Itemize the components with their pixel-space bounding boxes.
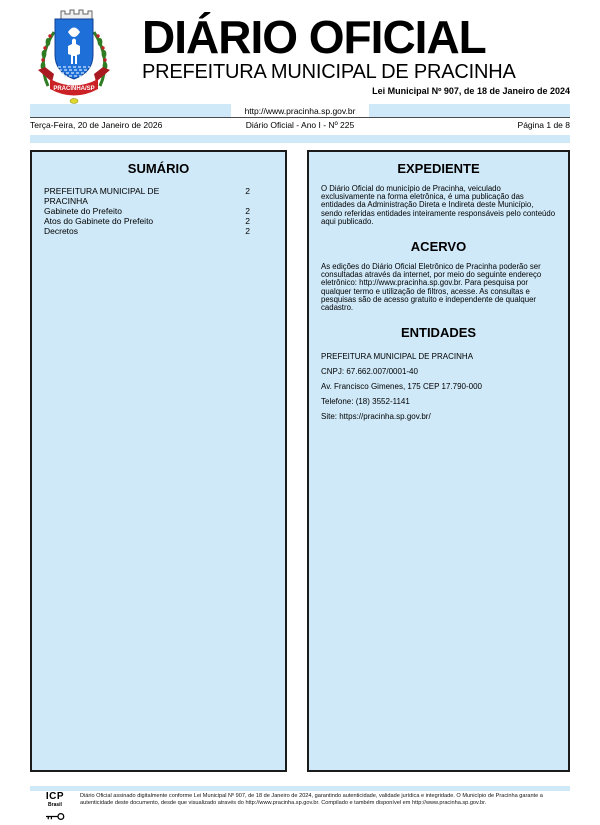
signature-disclaimer: Diário Oficial assinado digitalmente conforme Lei Municipal Nº 907, de 18 de Janeiro de 2024, garantindo autenticidade, validade jurídica e integridade. O Município de Pracinha garante a autenticidade deste documento, desde que visualizado através do http://www.pracinha.sp.gov.br. Compilado e também disponível em http://www.pracinha.sp.gov.br. — [80, 793, 543, 806]
masthead — [142, 11, 582, 83]
toc-item — [44, 186, 250, 206]
icp-logo-subtext: Brasil — [48, 802, 62, 808]
entity-phone: Telefone: (18) 3552-1141 — [321, 397, 410, 407]
entidades-title: ENTIDADES — [400, 325, 477, 341]
gazette-title: DIÁRIO OFICIAL — [142, 11, 486, 63]
law-reference: Lei Municipal Nº 907, de 18 de Janeiro de 2024 — [372, 86, 570, 96]
summary-box — [30, 150, 287, 772]
info-box — [307, 150, 570, 772]
coat-of-arms-svg — [24, 6, 124, 110]
icp-brasil-logo — [38, 792, 72, 825]
gazette-subtitle: PREFEITURA MUNICIPAL DE PRACINHA — [142, 61, 516, 83]
toc-item-label: Gabinete do Prefeito — [44, 206, 122, 216]
gazette-url: http://www.pracinha.sp.gov.br — [231, 104, 370, 117]
toc-item-page: 2 — [245, 206, 250, 216]
icp-logo-text: ICP — [45, 791, 65, 802]
toc-item-label: Atos do Gabinete do Prefeito — [44, 216, 154, 226]
edition-label: Diário Oficial - Ano I - Nº 225 — [245, 120, 355, 130]
entity-address: Av. Francisco Gimenes, 175 CEP 17.790-000 — [321, 382, 482, 392]
entity-site: Site: https://pracinha.sp.gov.br/ — [321, 412, 431, 422]
key-icon — [38, 809, 72, 825]
entity-name: PREFEITURA MUNICIPAL DE PRACINHA — [321, 352, 474, 362]
toc-item-label: PREFEITURA MUNICIPAL DE PRACINHA — [44, 186, 160, 206]
toc-item-label: Decretos — [44, 226, 79, 236]
entity-details — [321, 353, 556, 421]
expediente-body: O Diário Oficial do município de Pracinha, veiculado exclusivamente na forma eletrônica, é uma publicação das entidades da Administração Direta e Indireta deste Município, sendo referidas entidades inteiramente responsáveis pelo conteúdo aqui publicado. — [321, 184, 556, 226]
toc-item-page: 2 — [245, 216, 250, 226]
meta-strip — [30, 104, 570, 143]
toc-item — [44, 226, 250, 236]
acervo-body: As edições do Diário Oficial Eletrônico de Pracinha poderão ser consultadas através da internet, por meio do seguinte endereço eletrônico: http://www.pracinha.sp.gov.br. Para pesquisa por qualquer termo e utilização de filtros, acesse. As consultas e pesquisas são de acesso gratuito e independente de qualquer cadastro. — [321, 262, 542, 313]
summary-title: SUMÁRIO — [127, 161, 190, 176]
expediente-title: EXPEDIENTE — [397, 161, 480, 176]
url-bar — [30, 104, 570, 117]
toc-item — [44, 216, 250, 226]
footer-divider-bar — [30, 786, 570, 791]
toc-item — [44, 206, 250, 216]
acervo-title: ACERVO — [410, 239, 467, 255]
issue-date: Terça-Feira, 20 de Janeiro de 2026 — [30, 120, 163, 130]
meta-divider-bar — [30, 135, 570, 143]
table-of-contents — [44, 186, 250, 236]
logo-banner-text: PRACINHA/SP — [53, 86, 95, 92]
date-row — [30, 117, 570, 133]
toc-item-page: 2 — [245, 186, 250, 196]
page-indicator: Página 1 de 8 — [517, 120, 570, 130]
coat-of-arms-icon — [24, 6, 124, 110]
toc-item-page: 2 — [245, 226, 250, 236]
entity-cnpj: CNPJ: 67.662.007/0001-40 — [321, 367, 418, 377]
